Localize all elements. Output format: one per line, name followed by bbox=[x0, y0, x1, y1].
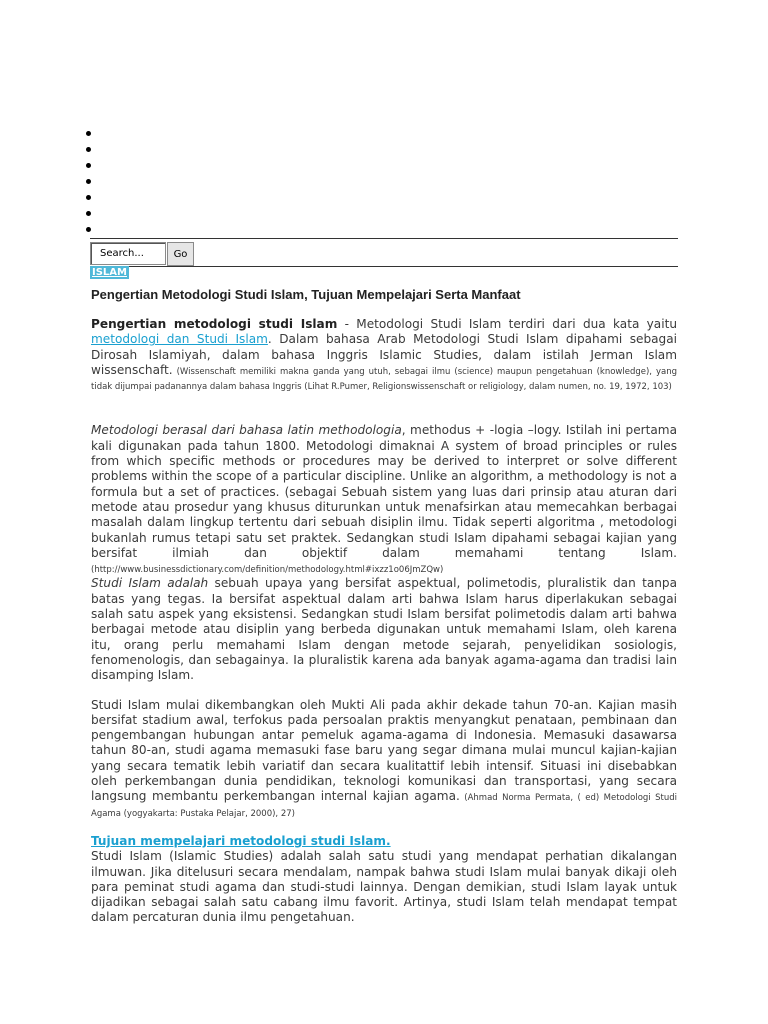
article-body bbox=[91, 317, 677, 926]
intro-text: - Metodologi Studi Islam terdiri dari dua kata yaitu bbox=[337, 317, 677, 331]
paragraph-tujuan bbox=[91, 834, 677, 926]
history-footnote: (Ahmad Norma Permata, ( ed) Metodologi Studi Agama (yogyakarta: Pustaka Pelajar, 2000), 27) bbox=[91, 793, 677, 819]
paragraph-intro bbox=[91, 317, 677, 393]
history-text: Studi Islam mulai dikembangkan oleh Mukti Ali pada akhir dekade tahun 70-an. Kajian masih bersifat stadium awal, terfokus pada persoalan praktis menyangkut penataan, pembinaan dan pengembangan hubungan antar pemeluk agama-agama di Indonesia. Memasuki dasawarsa tahun 80-an, studi agama memasuki fase baru yang segar dimana mulai muncul kajian-kajian yang secara tematik lebih variatif dan secara kualitattif lebih intensif. Situasi ini disebabkan oleh perkembangan dunia pendidikan, teknologi komunikasi dan transportasi, yang secara langsung membantu perkembangan internal kajian agama. bbox=[91, 697, 677, 804]
category-tag[interactable]: ISLAM bbox=[92, 267, 127, 278]
tujuan-text: Studi Islam (Islamic Studies) adalah salah satu studi yang mendapat perhatian dikalangan ilmuwan. Jika ditelusuri secara mendalam, nampak bahwa studi Islam mulai banyak dikaji oleh para peminat studi agama dan studi-studi lainnya. Dengan demikian, studi Islam layak untuk dijadikan sebagai salah satu cabang ilmu favorit. Artinya, studi Islam telah mendapat tempat dalam percaturan dunia ilmu pengetahuan. bbox=[91, 849, 677, 925]
methodology-text: , methodus + -logia –logy. Istilah ini pertama kali digunakan pada tahun 1800. Metodologi dimaknai A system of broad principles or rules from which specific methods or procedures may be derived to interpret or solve different problems within the scope of a particular discipline. Unlike an algorithm, a methodology is not a formula but a set of practices. (sebagai Sebuah sistem yang luas dari prinsip atau aturan dari metode atau prosedur yang khusus diturunkan untuk menafsirkan atau memecahkan berbagai masalah dalam lingkup tertentu dari sebuah disiplin ilmu. Tidak seperti algoritma , metodologi bukanlah rumus tetapi satu set praktek. Sedangkan studi Islam dipahami sebagai kajian yang bersifat ilmiah dan objektif dalam memahami tentang Islam. bbox=[91, 423, 677, 560]
paragraph-methodology bbox=[91, 423, 677, 576]
studi-islam-text: sebuah upaya yang bersifat aspektual, polimetodis, pluralistik dan tanpa batas yang tegas. Ia bersifat aspektual dalam arti bahwa Islam harus diperlakukan sebagai salah satu aspek yang eksistensi. Sedangkan studi Islam bersifat polimetodis dalam arti bahwa berbagai metode atau disiplin yang berbeda digunakan untuk memahami Islam, oleh karena itu, orang perlu memahami Islam dengan metode sejarah, penyelidikan sosiologis, fenomenologis, dan sebagainya. Ia pluralistik karena ada banyak agama-agama dan tradisi lain disamping Islam. bbox=[91, 576, 677, 683]
paragraph-studi-islam bbox=[91, 576, 677, 683]
article-title: Pengertian Metodologi Studi Islam, Tujuan Mempelajari Serta Manfaat bbox=[91, 287, 521, 302]
studi-islam-italic-lead: Studi Islam adalah bbox=[91, 576, 209, 591]
search-divider-bottom bbox=[90, 266, 678, 267]
tujuan-heading-link[interactable]: Tujuan mempelajari metodologi studi Islam. bbox=[91, 833, 391, 848]
intro-bold-lead: Pengertian metodologi studi Islam bbox=[91, 317, 338, 331]
intro-text-2: . Dalam bahasa Arab Metodologi Studi Islam dipahami sebagai Dirosah Islamiyah, dalam bahasa Inggris Islamic Studies, dalam istilah Jerman Islam wissenschaft. bbox=[91, 332, 677, 377]
paragraph-history bbox=[91, 698, 677, 820]
metodologi-link[interactable]: metodologi dan Studi Islam bbox=[91, 332, 268, 347]
go-button[interactable]: Go bbox=[167, 242, 194, 266]
methodology-footnote: (http://www.businessdictionary.com/definition/methodology.html#ixzz1o06JmZQw) bbox=[91, 565, 444, 576]
search-input[interactable] bbox=[90, 242, 166, 265]
intro-footnote: (Wissenschaft memiliki makna ganda yang utuh, sebagai ilmu (science) maupun pengetahuan (knowledge), yang tidak dijumpai padanannya dalam bahasa Inggris (Lihat R.Pumer, Religionswissenschaft or religiology, dalam numen, no. 19, 1972, 103) bbox=[91, 366, 677, 393]
methodology-italic-lead: Metodologi berasal dari bahasa latin methodologia bbox=[91, 423, 402, 438]
search-divider-top bbox=[90, 238, 678, 239]
